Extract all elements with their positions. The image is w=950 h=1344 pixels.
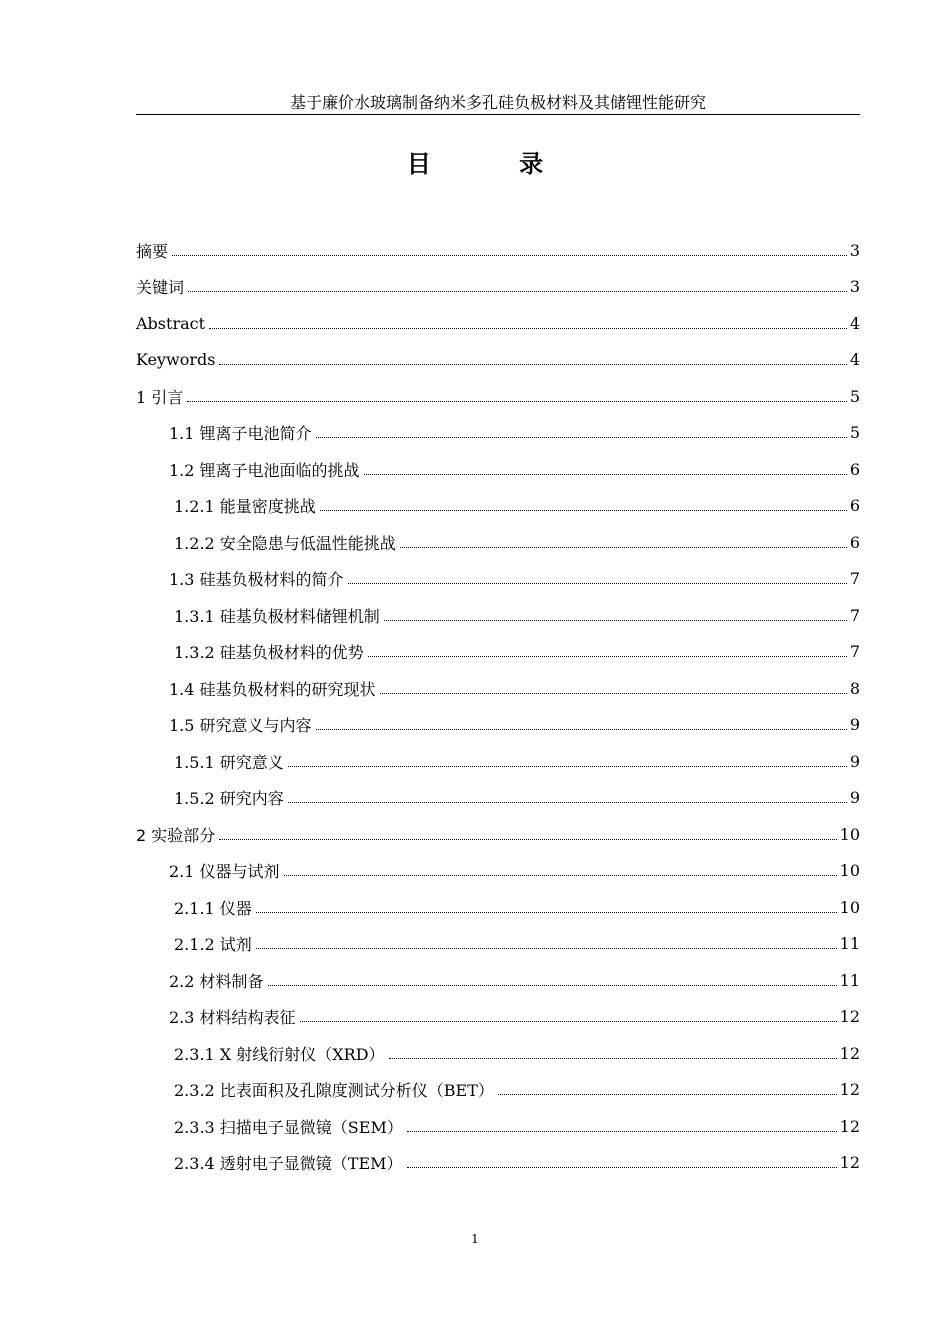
toc-entry-page: 5 <box>849 386 860 406</box>
dot-leader <box>209 328 847 329</box>
page-title: 目 录 <box>406 150 584 178</box>
dot-leader <box>407 1167 837 1168</box>
toc-entry-page: 5 <box>849 423 860 443</box>
toc-entry-label: 2.1.1 仪器 <box>174 898 252 918</box>
toc-entry[interactable] <box>136 962 860 999</box>
toc-entry[interactable] <box>136 707 860 744</box>
toc-entry-label: 1.3 硅基负极材料的简介 <box>169 570 344 590</box>
toc-entry-label: 1.2.2 安全隐患与低温性能挑战 <box>174 533 396 553</box>
toc-entry-label: 1.2.1 能量密度挑战 <box>174 497 316 517</box>
toc-entry-label: 2.3.4 透射电子显微镜（TEM） <box>174 1154 403 1174</box>
toc-entry-label: 1 引言 <box>136 387 184 407</box>
dot-leader <box>219 364 846 365</box>
dot-leader <box>256 912 837 913</box>
toc-entry[interactable] <box>136 378 860 415</box>
toc-entry[interactable] <box>136 743 860 780</box>
toc-entry-label: 2.3.3 扫描电子显微镜（SEM） <box>174 1117 403 1137</box>
toc-entry-page: 12 <box>839 1007 860 1027</box>
toc-entry-label: 2.1.2 试剂 <box>174 935 252 955</box>
dot-leader <box>219 839 836 840</box>
dot-leader <box>380 693 847 694</box>
dot-leader <box>384 620 847 621</box>
dot-leader <box>348 583 847 584</box>
toc-entry-label: 2.2 材料制备 <box>169 971 264 991</box>
toc-entry-label: 2.3 材料结构表征 <box>169 1008 296 1028</box>
toc-entry[interactable] <box>136 597 860 634</box>
toc-entry[interactable] <box>136 1072 860 1109</box>
dot-leader <box>389 1058 837 1059</box>
toc-entry-page: 6 <box>849 459 860 479</box>
toc-entry-page: 10 <box>839 861 860 881</box>
toc-entry[interactable] <box>136 561 860 598</box>
dot-leader <box>400 547 847 548</box>
toc-entry[interactable] <box>136 232 860 269</box>
toc-entry[interactable] <box>136 670 860 707</box>
toc-entry-label: 1.3.2 硅基负极材料的优势 <box>174 643 364 663</box>
toc-entry-page: 3 <box>849 240 860 260</box>
toc-entry-page: 9 <box>849 751 860 771</box>
toc-entry[interactable] <box>136 415 860 452</box>
toc-entry-page: 10 <box>839 824 860 844</box>
toc-entry[interactable] <box>136 816 860 853</box>
dot-leader <box>256 948 837 949</box>
dot-leader <box>407 1131 837 1132</box>
toc-entry-page: 10 <box>839 897 860 917</box>
dot-leader <box>320 510 847 511</box>
toc-entry-page: 11 <box>839 970 860 990</box>
dot-leader <box>188 291 847 292</box>
running-header: 基于廉价水玻璃制备纳米多孔硅负极材料及其储锂性能研究 <box>289 93 706 112</box>
table-of-contents <box>136 232 860 1181</box>
toc-entry-page: 12 <box>839 1153 860 1173</box>
dot-leader <box>187 401 847 402</box>
toc-entry-label: 1.4 硅基负极材料的研究现状 <box>169 679 376 699</box>
toc-entry-page: 3 <box>849 277 860 297</box>
toc-entry-label: 1.5 研究意义与内容 <box>169 716 312 736</box>
toc-entry-label: 摘要 <box>136 241 169 261</box>
dot-leader <box>368 656 847 657</box>
toc-entry-label: 1.5.2 研究内容 <box>174 789 284 809</box>
toc-entry[interactable] <box>136 999 860 1036</box>
toc-entry-page: 12 <box>839 1043 860 1063</box>
dot-leader <box>300 1021 837 1022</box>
toc-entry[interactable] <box>136 1145 860 1182</box>
dot-leader <box>316 437 847 438</box>
toc-entry[interactable] <box>136 524 860 561</box>
dot-leader <box>498 1094 837 1095</box>
toc-entry-label: 1.2 锂离子电池面临的挑战 <box>169 460 360 480</box>
toc-entry-page: 9 <box>849 788 860 808</box>
toc-entry-label: 2.1 仪器与试剂 <box>169 862 280 882</box>
toc-entry[interactable] <box>136 1035 860 1072</box>
toc-entry-label: 1.3.1 硅基负极材料储锂机制 <box>174 606 380 626</box>
toc-entry-page: 11 <box>839 934 860 954</box>
toc-entry-label: 2.3.2 比表面积及孔隙度测试分析仪（BET） <box>174 1081 494 1101</box>
toc-entry-page: 7 <box>849 605 860 625</box>
toc-entry-label: 关键词 <box>136 278 185 298</box>
toc-entry-page: 8 <box>849 678 860 698</box>
toc-entry[interactable] <box>136 342 860 379</box>
toc-entry-page: 12 <box>839 1080 860 1100</box>
toc-entry[interactable] <box>136 305 860 342</box>
toc-entry[interactable] <box>136 853 860 890</box>
toc-entry[interactable] <box>136 926 860 963</box>
toc-entry-label: Abstract <box>136 313 206 333</box>
dot-leader <box>172 255 847 256</box>
dot-leader <box>288 802 847 803</box>
page-number: 1 <box>471 1232 479 1246</box>
toc-entry[interactable] <box>136 451 860 488</box>
header-rule <box>136 114 860 115</box>
dot-leader <box>364 474 847 475</box>
toc-entry-page: 4 <box>849 350 860 370</box>
toc-entry-page: 4 <box>849 313 860 333</box>
toc-entry-page: 12 <box>839 1116 860 1136</box>
toc-entry[interactable] <box>136 488 860 525</box>
dot-leader <box>284 875 837 876</box>
toc-entry-label: 1.5.1 研究意义 <box>174 752 284 772</box>
toc-entry-page: 7 <box>849 569 860 589</box>
toc-entry-page: 7 <box>849 642 860 662</box>
toc-entry[interactable] <box>136 269 860 306</box>
toc-entry-label: 2.3.1 X 射线衍射仪（XRD） <box>174 1044 385 1064</box>
toc-entry-label: 1.1 锂离子电池简介 <box>169 424 312 444</box>
toc-entry[interactable] <box>136 780 860 817</box>
toc-entry-label: 2 实验部分 <box>136 825 216 845</box>
toc-entry[interactable] <box>136 1108 860 1145</box>
dot-leader <box>316 729 847 730</box>
dot-leader <box>288 766 847 767</box>
toc-entry-page: 6 <box>849 532 860 552</box>
toc-entry[interactable] <box>136 634 860 671</box>
toc-entry-label: Keywords <box>136 350 216 370</box>
dot-leader <box>268 985 837 986</box>
toc-entry-page: 6 <box>849 496 860 516</box>
toc-entry[interactable] <box>136 889 860 926</box>
toc-entry-page: 9 <box>849 715 860 735</box>
